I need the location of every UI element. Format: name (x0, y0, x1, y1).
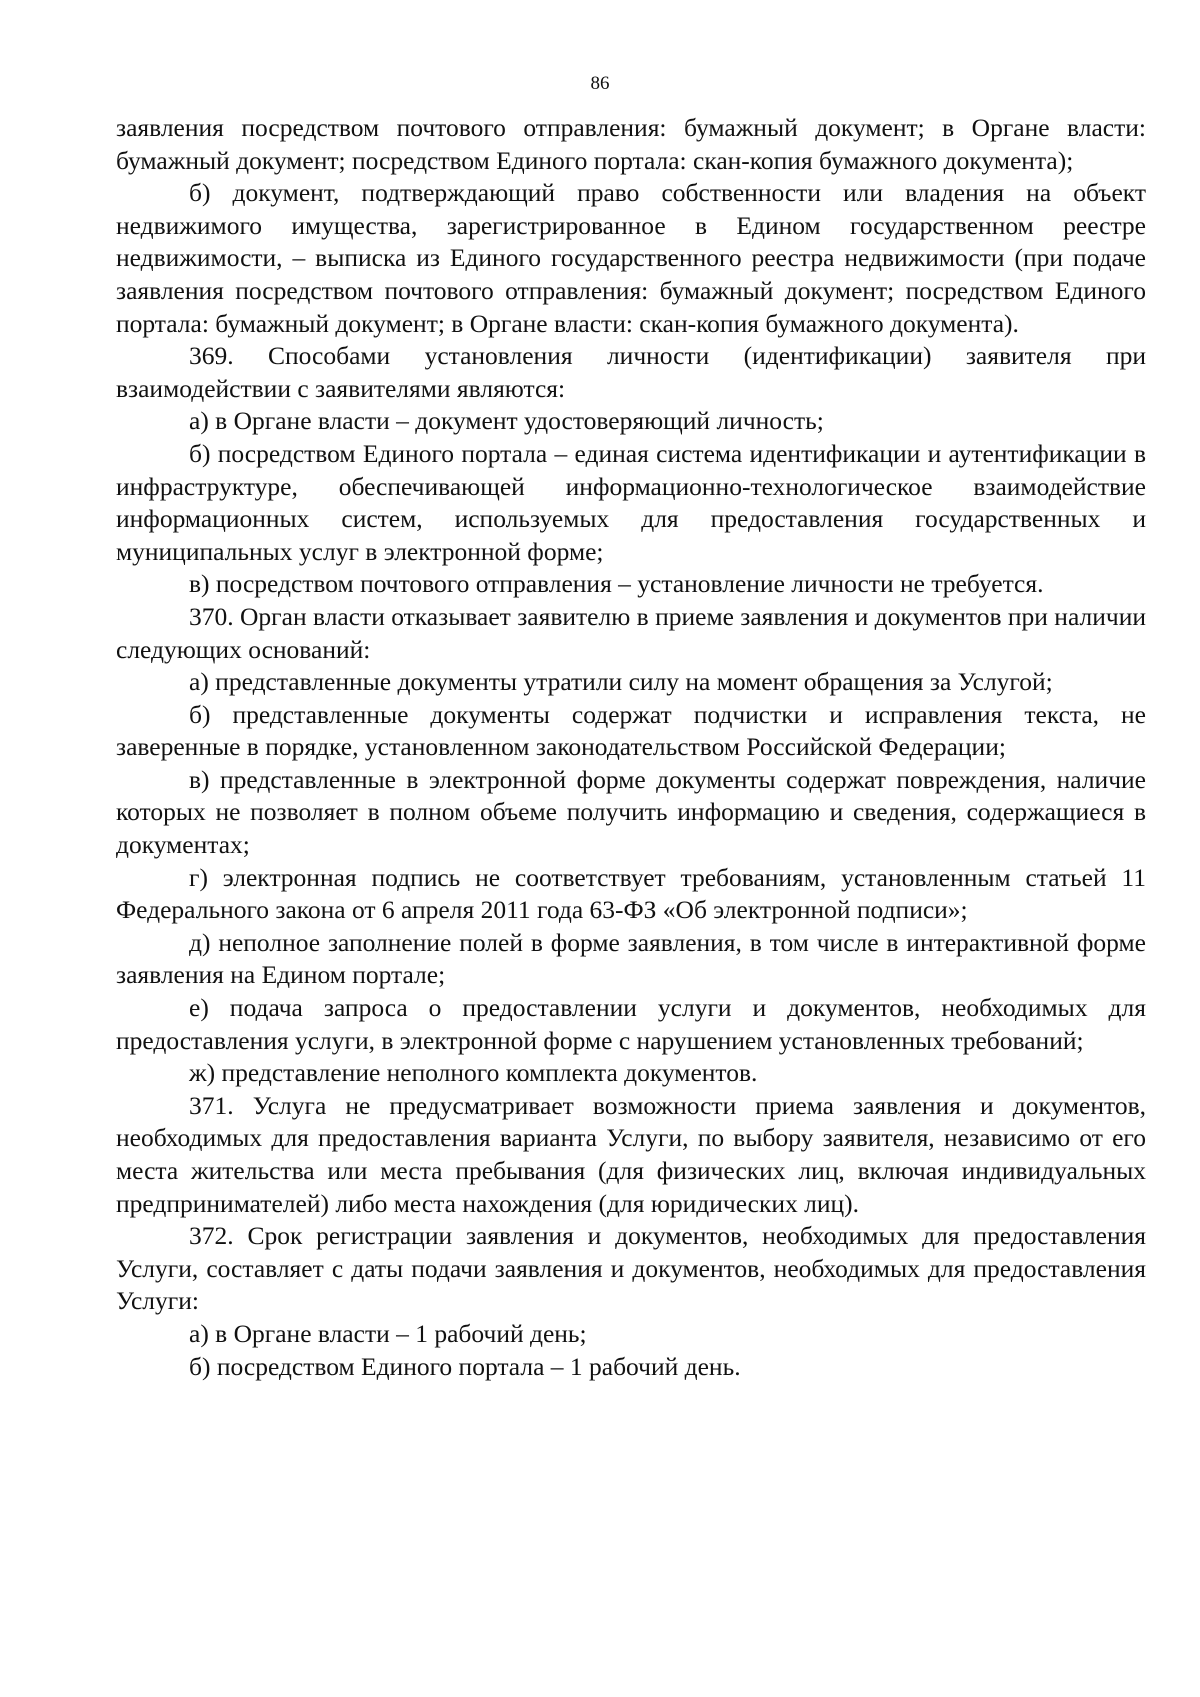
paragraph-370-zh: ж) представление неполного комплекта документов. (189, 1058, 758, 1088)
paragraph-370-a: а) представленные документы утратили силу на момент обращения за Услугой; (189, 667, 1053, 697)
paragraph-370-e: е) подача запроса о предоставлении услуги и документов, необходимых для предоставления услуги, в электронной форме с нарушением установленных требований; (116, 993, 1146, 1055)
paragraph-370-b: б) представленные документы содержат подчистки и исправления текста, не заверенные в порядке, установленном законодательством Российской Федерации; (116, 699, 1146, 762)
paragraph-372: 372. Срок регистрации заявления и документов, необходимых для предоставления Услуги, составляет с даты подачи заявления и документов, необходимых для предоставления Услуги: (116, 1221, 1146, 1316)
paragraph-369-v: в) посредством почтового отправления – установление личности не требуется. (189, 569, 1044, 599)
paragraph-372-b: б) посредством Единого портала – 1 рабочий день. (189, 1351, 741, 1381)
paragraph-370-g: г) электронная подпись не соответствует требованиям, установленным статьей 11 Федерального закона от 6 апреля 2011 года 63-ФЗ «Об электронной подписи»; (116, 862, 1146, 925)
paragraph-369: 369. Способами установления личности (идентификации) заявителя при взаимодействии с заявителями являются: (116, 341, 1146, 403)
paragraph-369-b: б) посредством Единого портала – единая система идентификации и аутентификации в инфраструктуре, обеспечивающей информационно-технологическое взаимодействие информационных систем, используемых для предоставления государственных и муниципальных услуг в электронной форме; (116, 438, 1146, 566)
document-body (116, 112, 1146, 1383)
paragraph-370-d: д) неполное заполнение полей в форме заявления, в том числе в интерактивной форме заявления на Едином портале; (116, 927, 1146, 990)
page-number: 86 (590, 73, 610, 94)
paragraph-371: 371. Услуга не предусматривает возможности приема заявления и документов, необходимых для предоставления варианта Услуги, по выбору заявителя, независимо от его места жительства или места пребывания (для физических лиц, включая индивидуальных предпринимателей) либо места нахождения (для юридических лиц). (116, 1090, 1146, 1218)
paragraph-372-a: а) в Органе власти – 1 рабочий день; (189, 1318, 587, 1348)
paragraph-continuation: заявления посредством почтового отправления: бумажный документ; в Органе власти: бумажный документ; посредством Единого портала: скан-копия бумажного документа); (116, 113, 1146, 175)
paragraph-369-a: а) в Органе власти – документ удостоверяющий личность; (189, 406, 824, 436)
paragraph-370: 370. Орган власти отказывает заявителю в приеме заявления и документов при наличии следующих оснований: (116, 601, 1146, 664)
paragraph-item-b-property-document: б) документ, подтверждающий право собственности или владения на объект недвижимого имущества, зарегистрированное в Едином государственном реестре недвижимости, – выписка из Единого государственного реестра недвижимости (при подаче заявления посредством почтового отправления: бумажный документ; посредством Единого портала: бумажный документ; в Органе власти: скан-копия бумажного документа). (116, 178, 1146, 338)
paragraph-370-v: в) представленные в электронной форме документы содержат повреждения, наличие которых не позволяет в полном объеме получить информацию и сведения, содержащиеся в документах; (116, 764, 1146, 860)
